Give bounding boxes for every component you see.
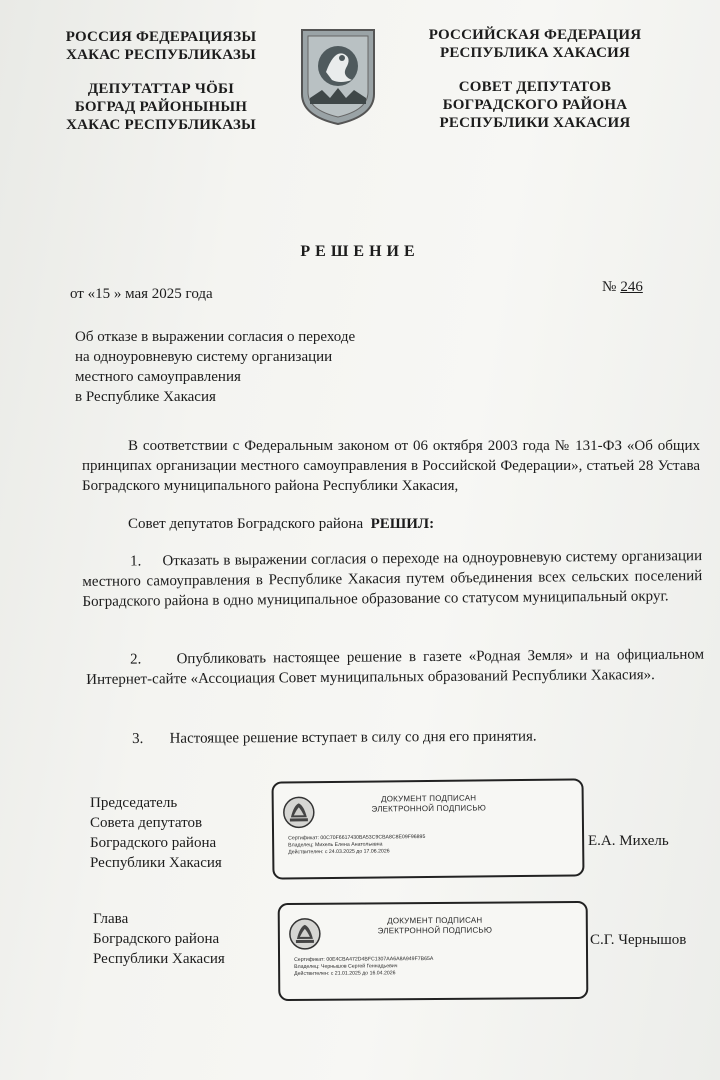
header-left-line5: ХАКАС РЕСПУБЛИКАЗЫ	[66, 117, 256, 133]
stamp-certificate: Сертификат: 00E4CBA472D4BFC1307AA6A8A949F7B65A	[294, 955, 434, 963]
item-text: Опубликовать настоящее решение в газете «Родная Земля» и на официальном Интернет-сайте «Ассоциация Совет муниципальных образований Республики Хакасия».	[86, 646, 705, 688]
signatory-title-line: Председатель	[90, 795, 178, 811]
stamp-line1: ДОКУМЕНТ ПОДПИСАН	[381, 793, 477, 804]
electronic-signature-stamp	[278, 901, 589, 1001]
stamp-heading	[330, 915, 540, 936]
signatory-title-line: Республики Хакасия	[90, 855, 222, 871]
council-resolution	[82, 514, 700, 534]
council-text: Совет депутатов Боградского района	[128, 516, 364, 532]
stamp-validity: Действителен: с 24.03.2025 до 17.06.2026	[288, 848, 390, 856]
header-right-line2: РЕСПУБЛИКА ХАКАСИЯ	[439, 45, 631, 61]
signatory-name-chairman: Е.А. Михель	[588, 833, 669, 849]
stamp-heading	[324, 793, 534, 815]
header-left-line4: БОГРАД РАЙОНЫНЫН	[74, 99, 248, 115]
subject-line: на одноуровневую систему организации	[75, 349, 333, 365]
document-date: от «15 » мая 2025 года	[70, 286, 213, 302]
header-left-line2: ХАКАС РЕСПУБЛИКАЗЫ	[66, 47, 256, 63]
document-number	[602, 279, 652, 296]
item-2	[86, 645, 704, 690]
electronic-signature-stamp	[271, 778, 584, 879]
subject-line: местного самоуправления	[75, 369, 241, 385]
stamp-details	[294, 956, 433, 978]
header-left-line3: ДЕПУТАТТАР ЧÖБI	[87, 81, 235, 97]
number-value: 246	[620, 279, 643, 295]
emblem-icon	[282, 795, 316, 829]
item-number: 2.	[130, 651, 142, 668]
item-number: 3.	[132, 730, 144, 747]
signatory-title-chairman	[90, 793, 222, 873]
stamp-owner: Владелец: Чернышов Сергей Геннадьевич	[294, 963, 398, 970]
header-right-line5: РЕСПУБЛИКИ ХАКАСИЯ	[439, 115, 631, 131]
header-right	[400, 26, 670, 132]
item-text: Настоящее решение вступает в силу со дня его принятия.	[169, 728, 537, 747]
stamp-line1: ДОКУМЕНТ ПОДПИСАН	[387, 915, 483, 926]
number-prefix: №	[602, 279, 617, 295]
signatory-title-line: Боградского района	[93, 931, 220, 947]
header-right-line1: РОССИЙСКАЯ ФЕДЕРАЦИЯ	[428, 27, 642, 43]
document-title: РЕШЕНИЕ	[300, 243, 420, 260]
coat-of-arms-icon	[296, 24, 380, 128]
signatory-title-line: Совета депутатов	[90, 815, 203, 831]
stamp-validity: Действителен: с 21.01.2025 до 16.04.2026	[294, 970, 396, 977]
preamble-text: В соответствии с Федеральным законом от 06 октября 2003 года № 131-ФЗ «Об общих принципах организации местного самоуправления в Российской Федерации», статьей 28 Устава Боградского муниципального района Республики Хакасия,	[82, 438, 700, 494]
header-right-line3: СОВЕТ ДЕПУТАТОВ	[458, 79, 612, 95]
signatory-name-head: С.Г. Чернышов	[590, 932, 687, 948]
header-left	[30, 28, 292, 134]
signatory-title-line: Боградского района	[90, 835, 217, 851]
item-number: 1.	[130, 553, 142, 570]
stamp-owner: Владелец: Михель Елена Анатольевна	[288, 841, 383, 849]
signatory-title-line: Глава	[93, 911, 129, 927]
item-1	[82, 546, 703, 612]
stamp-line2: ЭЛЕКТРОННОЙ ПОДПИСЬЮ	[371, 803, 487, 814]
preamble-paragraph	[82, 436, 700, 496]
emblem-icon	[288, 917, 322, 951]
signatory-title-head	[93, 909, 225, 969]
subject-line: в Республике Хакасия	[75, 389, 216, 405]
stamp-details	[288, 834, 425, 856]
item-3	[132, 726, 692, 749]
stamp-line2: ЭЛЕКТРОННОЙ ПОДПИСЬЮ	[377, 925, 493, 936]
item-text: Отказать в выражении согласия о переходе на одноуровневую систему организации местного самоуправления в Республике Хакасия путем объединения всех сельских поселений Боградского района в одно муниципальное образование со статусом муниципальный округ.	[82, 548, 703, 610]
header-left-line1: РОССИЯ ФЕДЕРАЦИЯЗЫ	[65, 29, 257, 45]
resolved-label: РЕШИЛ:	[370, 516, 435, 532]
signatory-title-line: Республики Хакасия	[93, 951, 225, 967]
subject-line: Об отказе в выражении согласия о переходе	[75, 329, 356, 345]
header-right-line4: БОГРАДСКОГО РАЙОНА	[442, 97, 628, 113]
stamp-certificate: Сертификат: 00C70F6617430BA53C9CBA8C8E09F96895	[288, 834, 426, 842]
document-subject	[75, 327, 435, 407]
